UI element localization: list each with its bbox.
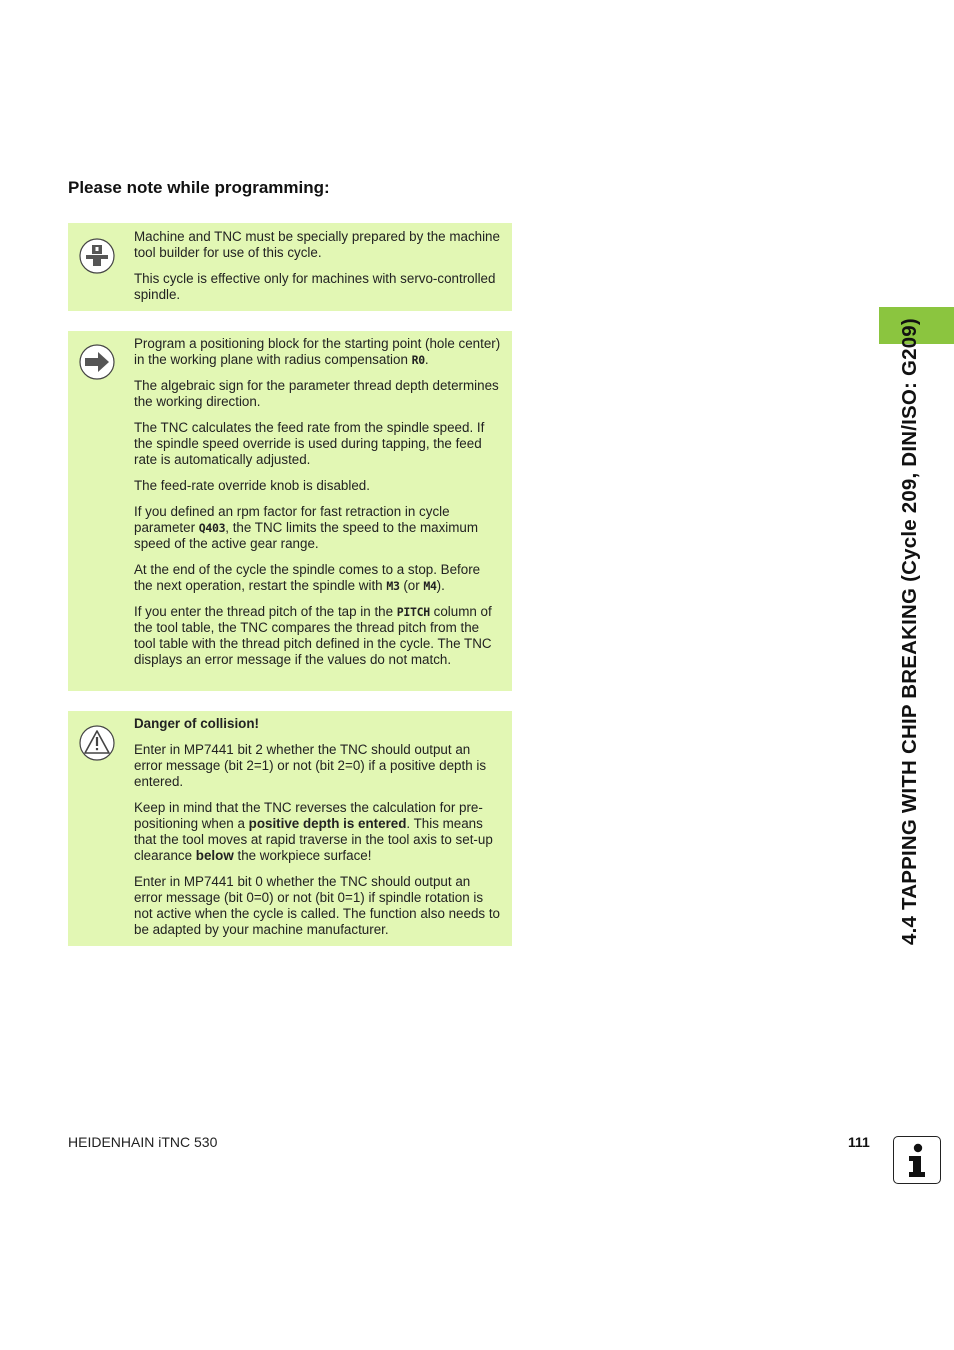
programming-notes-box [68,331,512,691]
danger-title: Danger of collision! [134,716,259,731]
danger-text-2: Keep in mind that the TNC reverses the calculation for pre-positioning when a positive depth is entered. This means that the tool moves at rapid traverse in the tool axis to set-up clearance below the workpiece surface! [134,800,493,863]
page-number: 111 [848,1134,870,1150]
note-override-knob: The feed-rate override knob is disabled. [134,478,370,493]
machine-note-text-1: Machine and TNC must be specially prepared by the machine tool builder for use of this cycle. [134,229,500,260]
note-algebraic-sign: The algebraic sign for the parameter thread depth determines the working direction. [134,378,499,409]
danger-text-3: Enter in MP7441 bit 0 whether the TNC should output an error message (bit 0=0) or not (bit 0=1) if spindle rotation is not active when the cycle is called. The function also needs to be adapted by your machine manufacturer. [134,874,500,937]
danger-text-1: Enter in MP7441 bit 2 whether the TNC should output an error message (bit 2=1) or not (bit 2=0) if a positive depth is entered. [134,742,487,789]
machine-note-box [68,223,512,311]
footer-product: HEIDENHAIN iTNC 530 [68,1134,218,1150]
section-heading: Please note while programming: [68,178,330,197]
arrow-right-icon [79,344,115,380]
info-icon-box [893,1136,941,1184]
machine-note-text-2: This cycle is effective only for machines with servo-controlled spindle. [134,271,496,302]
info-icon [894,1137,939,1182]
chapter-side-title: 4.4 TAPPING WITH CHIP BREAKING (Cycle 209, DIN/ISO: G209) [898,318,921,945]
note-thread-pitch: If you enter the thread pitch of the tap in the PITCH column of the tool table, the TNC compares the thread pitch from the tool table with the thread pitch defined in the cycle. The TNC displays an error message if the values do not match. [134,604,492,667]
machine-icon [79,238,115,274]
note-feed-rate: The TNC calculates the feed rate from the spindle speed. If the spindle speed override is used during tapping, the feed rate is automatically adjusted. [134,420,485,467]
note-starting-point: Program a positioning block for the starting point (hole center) in the working plane with radius compensation R0. [134,336,501,367]
danger-box [68,711,512,946]
note-rpm-factor: If you defined an rpm factor for fast retraction in cycle parameter Q403, the TNC limits the speed to the maximum speed of the active gear range. [134,504,479,551]
note-spindle-stop: At the end of the cycle the spindle comes to a stop. Before the next operation, restart the spindle with M3 (or M4). [134,562,481,593]
warning-icon [79,725,115,761]
